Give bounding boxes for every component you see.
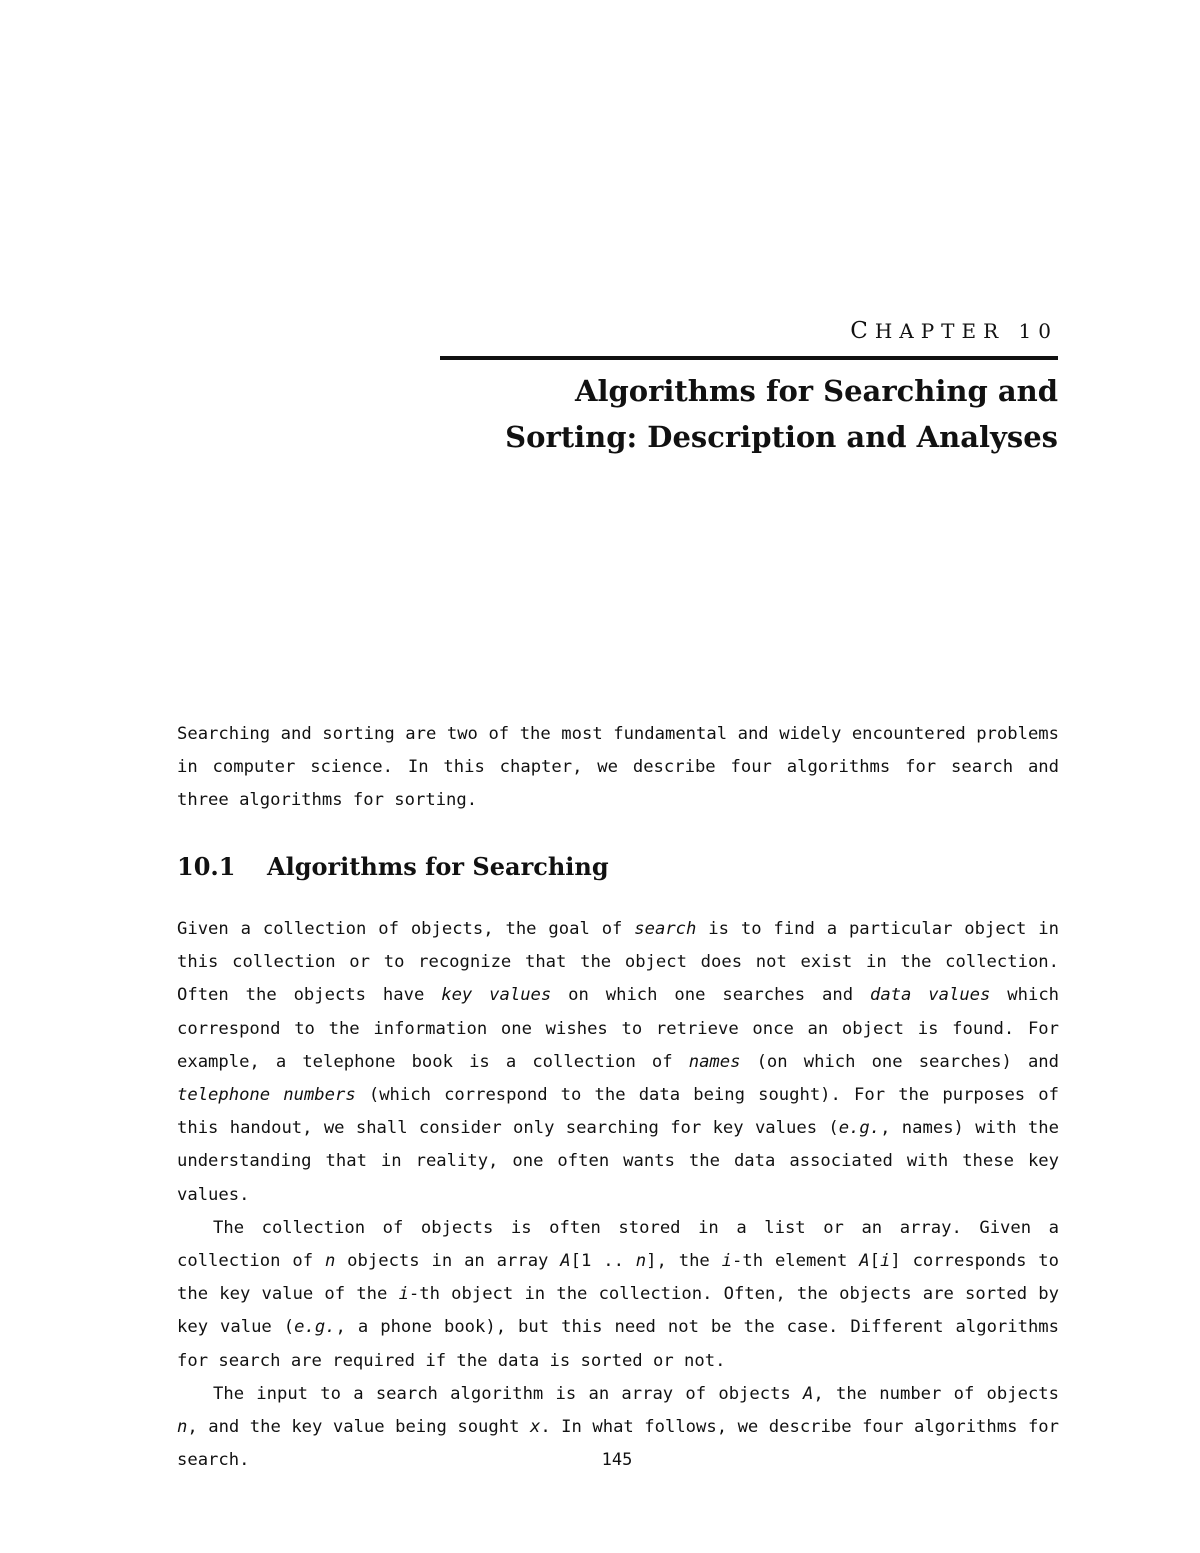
p1-text-4: which correspond to the information one wishes to retrieve once an object is found. For example, a telephone book is a collection of xyxy=(177,985,1060,1072)
chapter-title-line-1: Algorithms for Searching and xyxy=(574,374,1058,408)
p3-math-n: n xyxy=(177,1417,188,1438)
p3-text-4: . In what follows, we describe four algorithms for search. xyxy=(177,1417,1059,1471)
p3-text-1: The input to a search algorithm is an array of objects xyxy=(213,1383,804,1404)
p2-text-6: [ xyxy=(869,1251,880,1272)
p2-text-8: -th object in the collection. Often, the objects are sorted by key value ( xyxy=(177,1284,1059,1338)
chapter-label-rest: HAPTER xyxy=(874,319,1006,343)
p2-math-i-2: i xyxy=(880,1251,891,1272)
p1-text-6: (which correspond to the data being sought). For the purposes of this handout, we shall consider only searching for key values ( xyxy=(177,1085,1059,1139)
p2-math-i-3: i xyxy=(398,1284,409,1305)
p2-math-n-2: n xyxy=(635,1251,647,1272)
chapter-number: 10 xyxy=(1018,319,1058,343)
section-body xyxy=(177,913,1059,1477)
paragraph-1 xyxy=(177,913,1059,1212)
section-title: Algorithms for Searching xyxy=(267,852,609,881)
chapter-title xyxy=(418,368,1058,460)
p3-text-2: , the number of objects xyxy=(813,1383,1059,1404)
p2-text-4: ], the xyxy=(646,1251,722,1272)
p2-text-3: [1 .. xyxy=(570,1251,636,1272)
chapter-rule xyxy=(440,356,1058,360)
p2-text-5: -th element xyxy=(732,1251,860,1272)
p2-math-A-2: A xyxy=(859,1251,870,1272)
section-heading xyxy=(177,852,609,881)
intro-paragraph-block xyxy=(177,718,1059,818)
p1-emph-names: names xyxy=(688,1051,741,1072)
page-number: 145 xyxy=(601,1450,633,1470)
p1-emph-search: search xyxy=(634,919,697,939)
p3-text-3: , and the key value being sought xyxy=(187,1417,530,1438)
chapter-label-initial: C xyxy=(850,318,875,344)
p1-emph-eg: e.g. xyxy=(838,1118,881,1139)
p2-math-n: n xyxy=(324,1251,336,1272)
section-number: 10.1 xyxy=(177,852,236,881)
p2-text-2: objects in an array xyxy=(335,1251,561,1272)
p2-emph-eg: e.g. xyxy=(294,1317,336,1338)
p3-math-x: x xyxy=(529,1417,541,1438)
p2-text-1: The collection of objects is often stored in a list or an array. Given a collection of xyxy=(177,1217,1059,1272)
p1-text-2: is to find a particular object in this collection or to recognize that the object does not exist in the collection. Often the objects have xyxy=(177,919,1059,1006)
p1-text-3: on which one searches and xyxy=(551,985,870,1006)
p1-text-5: (on which one searches) and xyxy=(740,1051,1059,1072)
chapter-label xyxy=(850,318,1058,344)
p2-math-i: i xyxy=(721,1251,733,1272)
p1-emph-key-values: key values xyxy=(441,985,552,1006)
intro-paragraph: Searching and sorting are two of the most fundamental and widely encountered problems in computer science. In this chapter, we describe four algorithms for search and three algorithms for sorting. xyxy=(177,724,1059,811)
paragraph-2 xyxy=(177,1212,1059,1378)
p3-math-A: A xyxy=(803,1383,814,1404)
p1-text-7: , names) with the understanding that in reality, one often wants the data associated with these key values. xyxy=(177,1118,1059,1205)
p2-text-9: , a phone book), but this need not be the case. Different algorithms for search are required if the data is sorted or not. xyxy=(177,1317,1060,1371)
p2-math-A: A xyxy=(560,1251,571,1272)
p1-text-1: Given a collection of objects, the goal of xyxy=(177,919,635,939)
chapter-title-line-2: Sorting: Description and Analyses xyxy=(505,420,1058,454)
p1-emph-telephone-numbers: telephone numbers xyxy=(177,1085,356,1106)
p1-emph-data-values: data values xyxy=(869,985,991,1006)
p2-text-7: ] corresponds to the key value of the xyxy=(177,1251,1059,1305)
